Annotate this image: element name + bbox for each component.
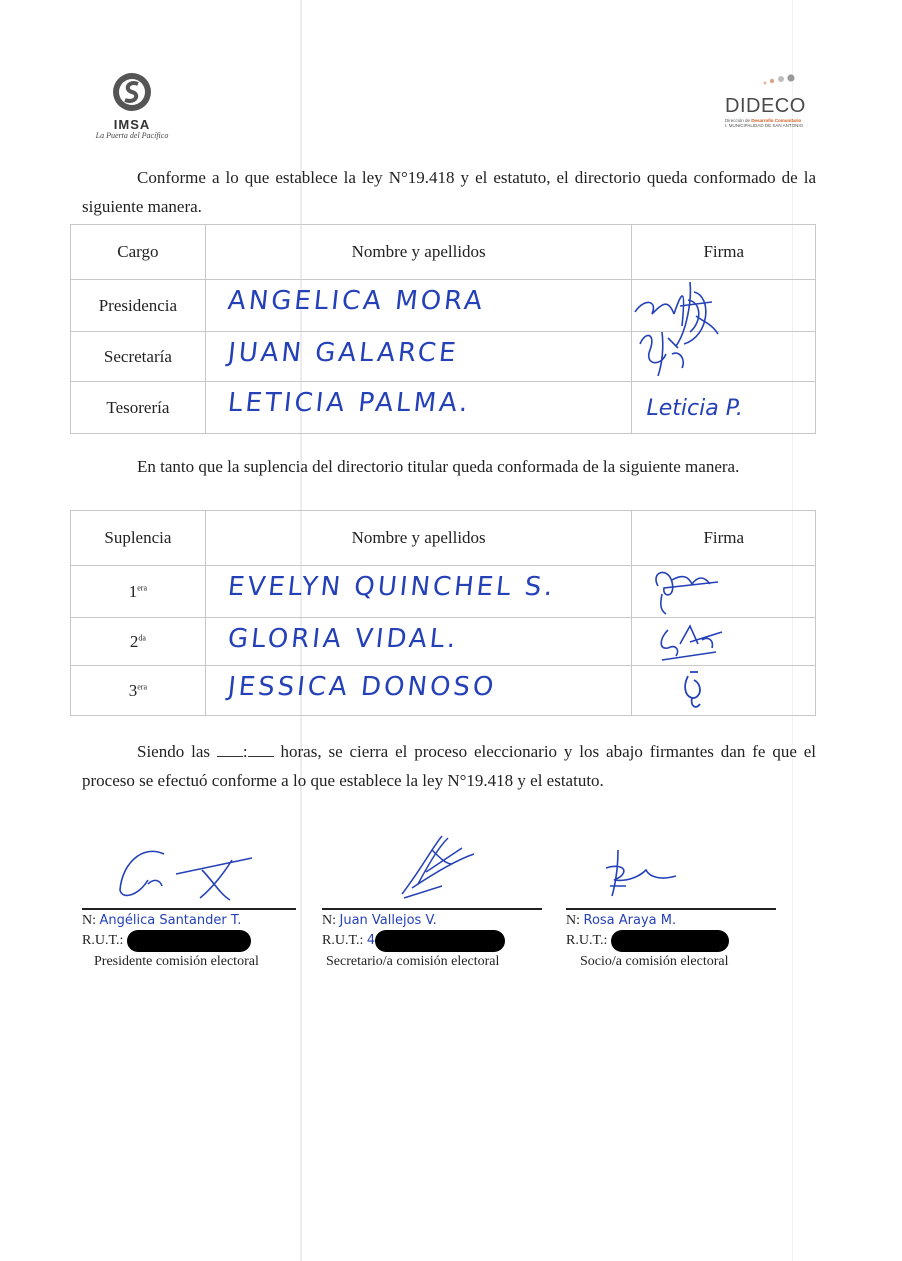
nombre-cell [205, 332, 632, 382]
redaction-bar [611, 930, 729, 952]
minute-blank [248, 742, 274, 757]
dideco-dots-icon [725, 70, 820, 88]
suplencia-num-cell: $3^{era}$ [71, 666, 206, 716]
signature-icon [632, 324, 812, 384]
imsa-emblem-icon [110, 70, 154, 114]
signer-name: Angélica Santander T. [99, 913, 242, 928]
signature-icon [82, 840, 296, 902]
table-row [71, 382, 816, 434]
handwritten-name: ANGELICA MORA [226, 286, 487, 316]
nombre-cell [205, 566, 632, 618]
cargo-cell: Tesorería [71, 382, 206, 434]
nombre-cell [205, 382, 632, 434]
header-firma: Firma [632, 511, 816, 566]
header-cargo: Cargo [71, 225, 206, 280]
signer-block: N: Juan Vallejos V. R.U.T.: 4 Secretario/a comisión electoral [322, 828, 542, 971]
cargo-cell: Secretaría [71, 332, 206, 382]
redaction-bar [127, 930, 251, 952]
header-firma: Firma [632, 225, 816, 280]
header-nombre: Nombre y apellidos [205, 511, 632, 566]
table-row [71, 332, 816, 382]
handwritten-name: JUAN GALARCE [226, 338, 460, 368]
header-nombre: Nombre y apellidos [205, 225, 632, 280]
closing-paragraph: Siendo las : horas, se cierra el proceso eleccionario y los abajo firmantes dan fe que el proceso se efectuó conforme a lo que establece la ley N°19.418 y el estatuto. [82, 742, 817, 790]
signature-line [322, 908, 542, 910]
signer-role: Socio/a comisión electoral [580, 954, 729, 969]
intro-paragraph: Conforme a lo que establece la ley N°19.418 y el estatuto, el directorio queda conformado de la siguiente manera. [82, 168, 816, 216]
directorio-table [70, 224, 816, 434]
signer-name: Rosa Araya M. [583, 913, 677, 928]
dideco-subtitle: Dirección de Desarrollo Comunitario I. MUNICIPALIDAD DE SAN ANTONIO [725, 118, 804, 128]
handwritten-name: EVELYN QUINCHEL S. [226, 572, 557, 602]
signer-name: Juan Vallejos V. [339, 913, 437, 928]
handwritten-name: LETICIA PALMA. [226, 388, 473, 418]
nombre-cell [205, 280, 632, 332]
nombre-cell [205, 618, 632, 666]
signature-icon [632, 558, 812, 618]
redaction-bar [375, 930, 505, 952]
firma-cell [632, 332, 816, 382]
handwritten-name: GLORIA VIDAL. [226, 624, 460, 654]
firma-cell [632, 666, 816, 716]
imsa-tagline: La Puerta del Pacífico [95, 131, 169, 140]
handwritten-name: JESSICA DONOSO [226, 672, 498, 702]
suplencia-num-cell: $2^{da}$ [71, 618, 206, 666]
dideco-logo [725, 70, 825, 135]
dideco-wordmark: DIDECO [725, 95, 806, 117]
header-suplencia: Suplencia [71, 511, 206, 566]
signature-icon [566, 846, 776, 902]
signer-block: N: Angélica Santander T. R.U.T.: Presidente comisión electoral [82, 840, 296, 971]
nombre-cell [205, 666, 632, 716]
hour-blank [217, 742, 243, 757]
imsa-logo [82, 70, 182, 145]
signer-role: Secretario/a comisión electoral [326, 954, 500, 969]
signature-icon [322, 828, 542, 902]
signature-icon [632, 658, 812, 718]
cargo-cell: Presidencia [71, 280, 206, 332]
suplencia-paragraph: En tanto que la suplencia del directorio titular queda conformada de la siguiente manera. [137, 457, 740, 476]
signature-line [82, 908, 296, 910]
firma-cell [632, 382, 816, 434]
imsa-name: IMSA [113, 117, 151, 132]
signer-role: Presidente comisión electoral [94, 954, 259, 969]
signature-text: Leticia P. [646, 396, 743, 421]
signature-line [566, 908, 776, 910]
suplencia-table [70, 510, 816, 716]
signer-block: N: Rosa Araya M. R.U.T.: Socio/a comisión electoral [566, 846, 776, 971]
table-row [71, 666, 816, 716]
suplencia-num-cell: $1^{era}$ [71, 566, 206, 618]
